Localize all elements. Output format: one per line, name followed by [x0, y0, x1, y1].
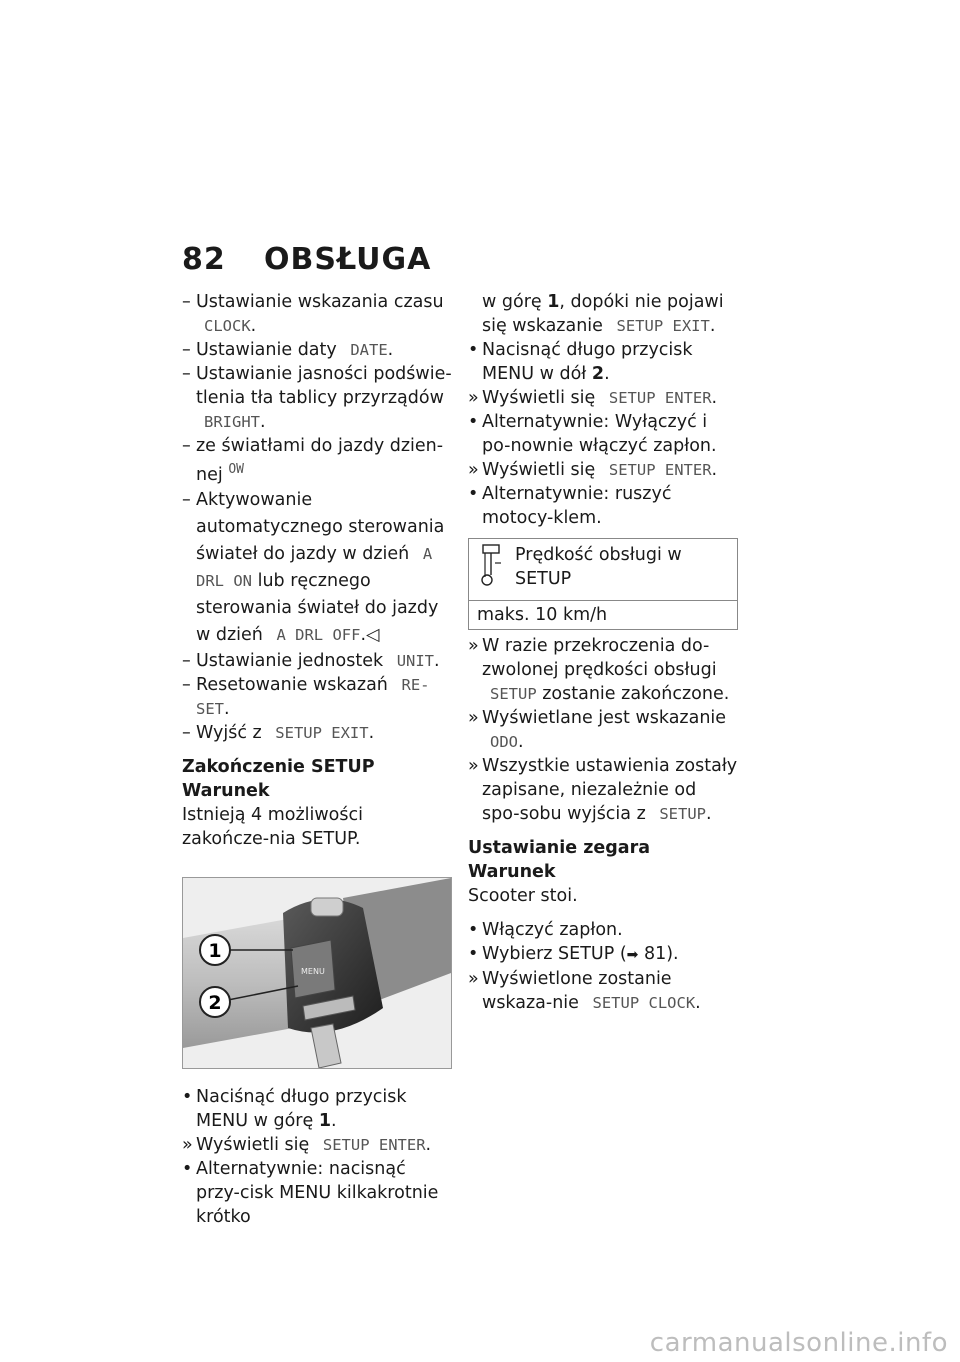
speed-gauge-icon	[477, 543, 507, 594]
list-item: – Ustawianie jasności podświe-tlenia tła tablicy przyrządów BRIGHT.	[182, 364, 452, 432]
list-item: » W razie przekroczenia do-zwolonej prędkości obsługi SETUP zostanie zakończone.	[468, 636, 730, 704]
list-item: • Alternatywnie: ruszyć motocy-klem.	[468, 484, 672, 528]
list-item: • Alternatywnie: Wyłączyć i po-nownie włączyć zapłon.	[468, 412, 717, 456]
list-item: » Wszystkie ustawienia zostały zapisane, niezależnie od spo-sobu wyjścia z SETUP.	[468, 756, 738, 824]
list-item: – Ustawianie wskazania czasu CLOCK.	[182, 292, 444, 336]
list-item: » Wyświetli się SETUP ENTER.	[468, 388, 718, 408]
condition-heading: Warunek	[468, 862, 556, 882]
list-item: » Wyświetlone zostanie wskaza-nie SETUP CLOCK.	[468, 969, 701, 1013]
page-ref-arrow-icon: ➡	[626, 947, 639, 963]
note-value: maks. 10 km/h	[477, 605, 608, 625]
list-item: – Aktywowanie automatycznego sterowania świateł do jazdy w dzień A DRL ON lub ręcznego sterowania świateł do jazdy w dzień A DRL OFF.◁	[182, 489, 445, 645]
condition-heading: Warunek	[182, 780, 270, 801]
page-header	[182, 242, 431, 277]
handlebar-illustration	[183, 878, 451, 1068]
section-title: OBSŁUGA	[264, 242, 432, 277]
list-item: – ze światłami do jazdy dzien-nej $^{OW}$	[182, 436, 444, 485]
list-item: – Ustawianie daty DATE.	[182, 340, 394, 360]
list-item: • Nacisnąć długo przycisk MENU w dół 2.	[468, 340, 693, 384]
page-number: 82	[182, 242, 226, 277]
list-item: » Wyświetli się SETUP ENTER.	[182, 1134, 432, 1155]
list-item: – Resetowanie wskazań RE-SET.	[182, 674, 430, 719]
list-item: • Naciśnąć długo przycisk MENU w górę 1.	[182, 1086, 407, 1131]
list-item: • Włączyć zapłon.	[468, 920, 623, 940]
handlebar-switch-figure	[182, 877, 452, 1069]
callout-2: 2	[208, 991, 222, 1014]
left-column	[182, 290, 452, 1229]
list-item: – Wyjść z SETUP EXIT.	[182, 722, 375, 743]
section-heading: Zakończenie SETUP	[182, 756, 375, 777]
list-item: » Wyświetlane jest wskazanie ODO.	[468, 708, 727, 752]
list-item: • Wybierz SETUP (➡ 81).	[468, 944, 679, 964]
section-heading: Ustawianie zegara	[468, 838, 651, 858]
speed-note-box	[468, 538, 738, 630]
callout-1: 1	[208, 939, 222, 962]
condition-text: Istnieją 4 możliwości zakończe-nia SETUP.	[182, 804, 363, 849]
note-title: Prędkość obsługi w SETUP	[515, 545, 682, 589]
condition-text: Scooter stoi.	[468, 886, 578, 906]
list-item: w górę 1, dopóki nie pojawi się wskazanie SETUP EXIT.	[482, 292, 724, 336]
menu-button-label: MENU	[301, 966, 325, 976]
list-item: – Ustawianie jednostek UNIT.	[182, 650, 440, 671]
watermark: carmanualsonline.info	[649, 1328, 948, 1358]
right-column	[468, 290, 738, 1015]
list-item: • Alternatywnie: nacisnąć przy-cisk MENU kilkakrotnie krótko	[182, 1158, 439, 1227]
list-item: » Wyświetli się SETUP ENTER.	[468, 460, 718, 480]
